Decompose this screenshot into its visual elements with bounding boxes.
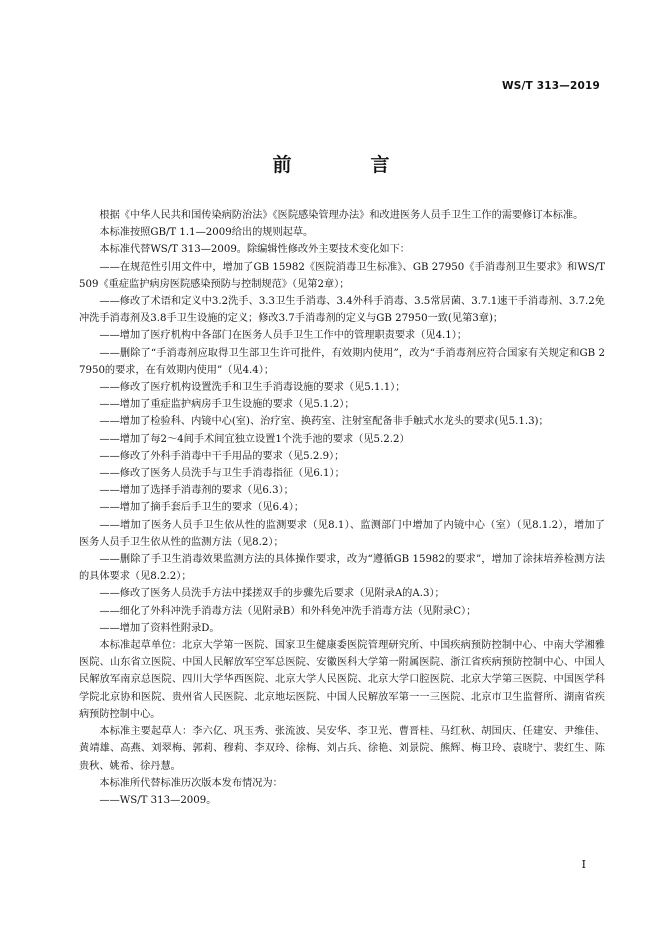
change-item: ——增加了每2～4间手术间宜独立设置1个洗手池的要求（见5.2.2） [99, 433, 410, 445]
change-item: ——增加了医务人员手卫生依从性的监测要求（见8.1）、监测部门中增加了内镜中心（室）（见8.1.2），增加了医务人员手卫生依从性的监测方法（见8.2）； [79, 519, 605, 548]
change-item: ——修改了医务人员洗手方法中揉搓双手的步骤先后要求（见附录A的A.3）； [99, 588, 445, 600]
change-item: ——增加了医疗机构中各部门在医务人员手卫生工作中的管理职责要求（见4.1）； [99, 330, 468, 342]
change-item: ——修改了医疗机构设置洗手和卫生手消毒设施的要求（见5.1.1）； [99, 382, 406, 394]
standard-code: WS/T 313—2019 [501, 80, 600, 92]
drafters: 本标准主要起草人：李六亿、巩玉秀、张流波、吴安华、李卫光、曹晋桂、马红秋、胡国庆、任建安、尹维佳、黄靖雄、高燕、刘翠梅、郭莉、穆莉、李双玲、徐梅、刘占兵、徐艳、刘景院、熊辉、梅卫玲、袁晓宁、裴红生、陈贵秋、姚希、徐丹慧。 [79, 726, 605, 772]
change-item: ——细化了外科冲洗手消毒方法（见附录B）和外科免冲洗手消毒方法（见附录C）； [99, 605, 477, 617]
paragraph: 本标准代替WS/T 313—2009。除编辑性修改外主要技术变化如下： [99, 244, 410, 256]
change-item: ——修改了术语和定义中3.2洗手、3.3卫生手消毒、3.4外科手消毒、3.5常居菌、3.7.1速干手消毒剂、3.7.2免冲洗手消毒剂及3.8手卫生设施的定义；修改3.7手消毒剂的定义与GB 27950一致(见第3章)； [79, 296, 605, 325]
paragraph: 本标准所代替标准历次版本发布情况为： [99, 777, 283, 789]
foreword-body [79, 207, 605, 809]
change-item: ——增加了重症监护病房手卫生设施的要求（见5.1.2）； [99, 399, 355, 411]
change-item: ——修改了外科手消毒中干手用品的要求（见5.2.9）； [99, 450, 345, 462]
paragraph: 根据《中华人民共和国传染病防治法》《医院感染管理办法》和改进医务人员手卫生工作的需要修订本标准。 [99, 210, 584, 221]
change-item: ——删除了“手消毒剂应取得卫生部卫生许可批件，有效期内使用”，改为“手消毒剂应符合国家有关规定和GB 27950的要求，在有效期内使用”（见4.4）； [79, 347, 605, 376]
change-item: ——在规范性引用文件中，增加了GB 15982《医院消毒卫生标准》、GB 27950《手消毒剂卫生要求》和WS/T 509《重症监护病房医院感染预防与控制规范》（见第2章）； [79, 261, 605, 290]
change-item: ——增加了资料性附录D。 [99, 622, 220, 634]
change-item: ——删除了手卫生消毒效果监测方法的具体操作要求，改为“遵循GB 15982的要求”，增加了涂抹培养检测方法的具体要求（见8.2.2）； [79, 554, 605, 583]
change-item: ——增加了摘手套后手卫生的要求（见6.4）； [99, 502, 305, 514]
change-item: ——增加了检验科、内镜中心(室)、治疗室、换药室、注射室配备非手触式水龙头的要求(见5.1.3)； [99, 416, 549, 428]
page-title: 前 言 [272, 154, 420, 176]
paragraph: 本标准按照GB/T 1.1—2009给出的规则起草。 [99, 227, 314, 239]
page-number: I [581, 858, 586, 871]
change-item: ——增加了选择手消毒剂的要求（见6.3）； [99, 485, 294, 497]
drafting-units: 本标准起草单位：北京大学第一医院、国家卫生健康委医院管理研究所、中国疾病预防控制中心、中南大学湘雅医院、山东省立医院、中国人民解放军空军总医院、安徽医科大学第一附属医院、浙江省疾病预防控制中心、中国人民解放军南京总医院、四川大学华西医院、北京大学人民医院、北京大学口腔医院、北京大学第三医院、中国医学科学院北京协和医院、贵州省人民医院、北京地坛医院、中国人民解放军第一一三医院、北京市卫生监督所、湖南省疾病预防控制中心。 [79, 640, 605, 720]
paragraph: ——WS/T 313—2009。 [99, 794, 217, 806]
change-item: ——修改了医务人员洗手与卫生手消毒指征（见6.1）； [99, 468, 345, 480]
